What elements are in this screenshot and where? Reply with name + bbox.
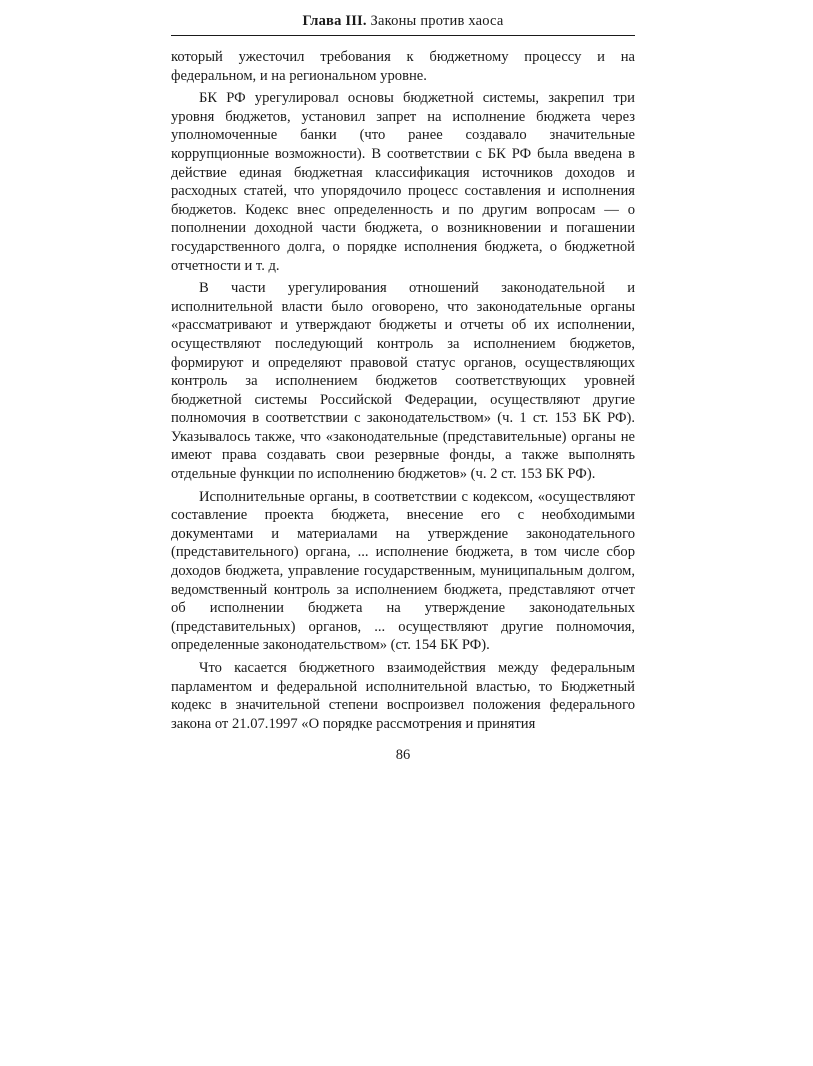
- chapter-number: Глава III.: [302, 13, 367, 29]
- page-number: 86: [395, 747, 411, 764]
- paragraph-budget-code: БК РФ урегулировал основы бюджетной системы, закрепил три уровня бюджетов, установил запрет на исполнение бюджета через уполномоченные банки (что ранее создавало значительные коррупционные возможности). В соответствии с БК РФ была введена в действие единая бюджетная классификация источников доходов и расходных статей, что упорядочило процесс составления и исполнения бюджетов. Кодекс внес определенность и по другим вопросам — о пополнении доходной части бюджета, о возникновении и погашении государственного долга, о порядке исполнения бюджета, о бюджетной отчетности и т. д.: [171, 90, 635, 274]
- running-header: [171, 12, 635, 36]
- chapter-title: Законы против хаоса: [370, 13, 504, 29]
- book-page: [171, 12, 635, 764]
- paragraph-continuation: который ужесточил требования к бюджетному процессу и на федеральном, и на региональном уровне.: [171, 49, 635, 84]
- paragraph-executive-powers: Исполнительные органы, в соответствии с кодексом, «осуществляют составление проекта бюджета, внесение его с необходимыми документами и материалами на утверждение законодательного (представительного) органа, ... исполнение бюджета, в том числе сбор доходов бюджета, управление государственным, муниципальным долгом, ведомственный контроль за исполнением бюджета, представляют отчет об исполнении бюджета на утверждение законодательных (представительных) органов, ... осуществляют другие полномочия, определенные законодательством» (ст. 154 БК РФ).: [171, 488, 635, 654]
- paragraph-legislative-powers: В части урегулирования отношений законодательной и исполнительной власти было оговорено, что законодательные органы «рассматривают и утверждают бюджеты и отчеты об их исполнении, осуществляют последующий контроль за исполнением бюджетов, формируют и определяют правовой статус органов, осуществляющих контроль за исполнением бюджетов соответствующих уровней бюджетной системы Российской Федерации, осуществляют другие полномочия в соответствии с законодательством» (ч. 1 ст. 153 БК РФ). Указывалось также, что «законодательные (представительные) органы не имеют права создавать свои резервные фонды, а также выполнять отдельные функции по исполнению бюджетов» (ч. 2 ст. 153 БК РФ).: [171, 280, 635, 483]
- paragraph-federal-interaction: Что касается бюджетного взаимодействия между федеральным парламентом и федеральной исполнительной властью, то Бюджетный кодекс в значительной степени воспроизвел положения федерального закона от 21.07.1997 «О порядке рассмотрения и принятия: [171, 660, 635, 732]
